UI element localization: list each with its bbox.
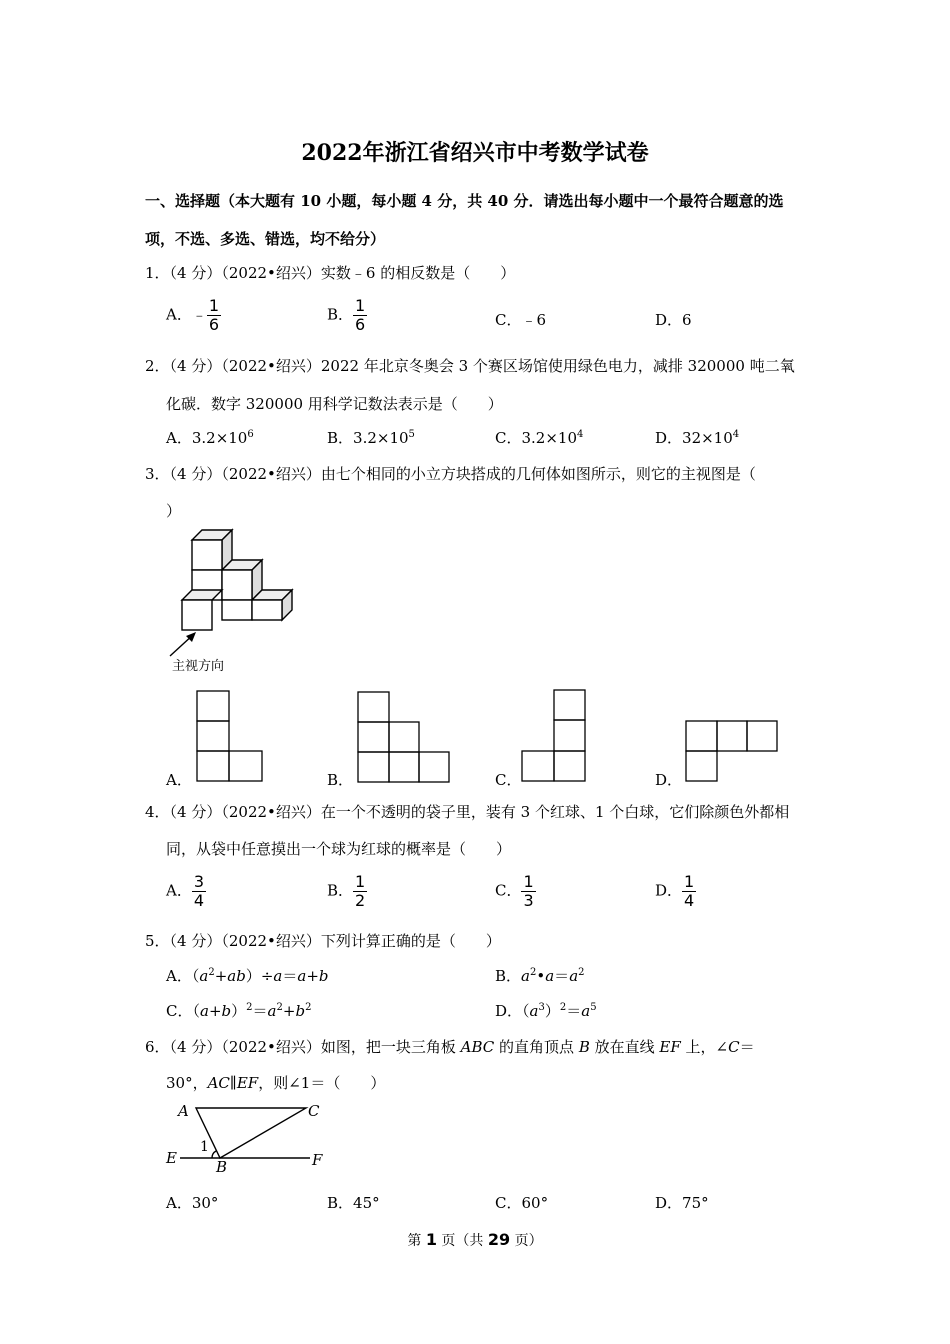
question-5-stem: 5．（4 分）（2022•绍兴）下列计算正确的是（ ） bbox=[145, 932, 501, 950]
q3-option-a-figure bbox=[196, 690, 264, 782]
question-6-line1: 6．（4 分）（2022•绍兴）如图，把一块三角板 ABC 的直角顶点 B 放在直线 EF 上，∠C＝ bbox=[145, 1038, 755, 1056]
q3-option-d-figure bbox=[685, 720, 779, 782]
current-page-number: 1 bbox=[425, 1230, 437, 1249]
q6-point-b: B bbox=[216, 1158, 228, 1176]
q5-option-c: C．$(a+b)^2=a^2+b^2$ bbox=[166, 1002, 312, 1020]
question-4-line2: 同，从袋中任意摸出一个球为红球的概率是（ ） bbox=[166, 840, 512, 858]
q2-option-c: C．$3.2\times 10^4$ bbox=[495, 429, 584, 447]
section-heading-line1: 一、选择题（本大题有 10 小题，每小题 4 分，共 40 分．请选出每小题中一个最符合题意的选 bbox=[145, 192, 784, 210]
q3-option-a-label: A． bbox=[166, 771, 192, 789]
question-3-line1: 3．（4 分）（2022•绍兴）由七个相同的小立方块搭成的几何体如图所示，则它的主视图是（ bbox=[145, 465, 756, 483]
q1-option-a: A．﹣ $\frac{1}{6}$ bbox=[166, 296, 220, 334]
q1-option-d: D．6 bbox=[655, 311, 692, 329]
q3-option-b-label: B． bbox=[327, 771, 354, 789]
q3-option-c-figure bbox=[521, 689, 587, 783]
q6-option-a: A．30° bbox=[166, 1194, 219, 1212]
q6-point-c: C bbox=[308, 1102, 320, 1120]
section-heading-line2: 项，不选、多选、错选，均不给分） bbox=[145, 230, 386, 248]
q4-option-a: A． $\frac{3}{4}$ bbox=[166, 872, 205, 910]
question-1-stem: 1．（4 分）（2022•绍兴）实数﹣6 的相反数是（ ） bbox=[145, 264, 516, 282]
q6-option-d: D．75° bbox=[655, 1194, 709, 1212]
q3-option-c-label: C． bbox=[495, 771, 522, 789]
question-6-line2: 30°，AC∥EF，则∠1＝（ ） bbox=[166, 1074, 386, 1092]
q4-option-b: B． $\frac{1}{2}$ bbox=[327, 872, 366, 910]
q1-option-c: C．﹣6 bbox=[495, 311, 547, 329]
q1-option-b: B． $\frac{1}{6}$ bbox=[327, 296, 366, 334]
q2-option-b: B．$3.2\times 10^5$ bbox=[327, 429, 415, 447]
q6-point-a: A bbox=[178, 1102, 189, 1120]
question-4-line1: 4．（4 分）（2022•绍兴）在一个不透明的袋子里，装有 3 个红球、1 个白球，它们除颜色外都相 bbox=[145, 803, 790, 821]
q5-option-b: B．$a^2•a=a^2$ bbox=[495, 967, 585, 985]
q5-option-a: A．$(a^2+ab)\div a=a+b$ bbox=[166, 967, 329, 985]
q5-option-d: D．$(a^3)^2=a^5$ bbox=[495, 1002, 597, 1020]
q6-option-b: B．45° bbox=[327, 1194, 380, 1212]
total-pages: 29 bbox=[487, 1230, 511, 1249]
q2-option-a: A．$3.2\times 10^6$ bbox=[166, 429, 254, 447]
page-title: 2022年浙江省绍兴市中考数学试卷 bbox=[301, 140, 649, 166]
q4-option-d: D． $\frac{1}{4}$ bbox=[655, 872, 695, 910]
q3-view-direction-label: 主视方向 bbox=[172, 659, 225, 674]
q3-cube-figure bbox=[160, 528, 300, 648]
question-3-line2: ） bbox=[166, 502, 182, 520]
q4-option-c: C． $\frac{1}{3}$ bbox=[495, 872, 534, 910]
question-2-line1: 2．（4 分）（2022•绍兴）2022 年北京冬奥会 3 个赛区场馆使用绿色电力，减排 320000 吨二氧 bbox=[145, 357, 795, 375]
q3-option-d-label: D． bbox=[655, 771, 683, 789]
q3-option-b-figure bbox=[357, 691, 451, 783]
q6-angle-1-label: 1 bbox=[200, 1139, 209, 1155]
q6-point-e: E bbox=[166, 1149, 177, 1167]
q6-point-f: F bbox=[312, 1151, 323, 1169]
q6-option-c: C．60° bbox=[495, 1194, 549, 1212]
page-footer: 第 1 页（共 29 页） bbox=[407, 1230, 543, 1249]
q2-option-d: D．$32\times 10^4$ bbox=[655, 429, 740, 447]
question-2-line2: 化碳．数字 320000 用科学记数法表示是（ ） bbox=[166, 395, 503, 413]
